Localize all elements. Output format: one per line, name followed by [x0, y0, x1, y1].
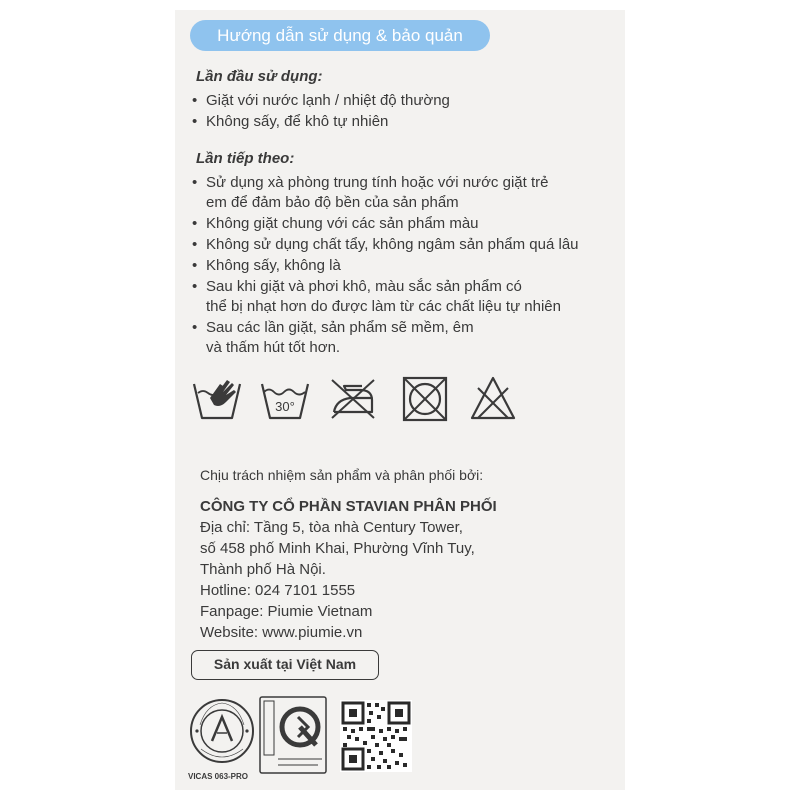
list-item: • Không sấy, để khô tự nhiên: [190, 112, 450, 132]
first-use-list: [190, 91, 450, 133]
no-tumble-dry-icon: [398, 372, 452, 424]
list-item: [190, 256, 579, 276]
list-item-line: và thấm hút tốt hơn.: [206, 339, 341, 356]
list-item-line: • Sau khi giặt và phơi khô, màu sắc sản phẩm có: [206, 278, 522, 295]
vicas-code: VICAS 063-PRO: [188, 772, 249, 781]
list-item-line: • Sử dụng xà phòng trung tính hoặc với nước giặt trẻ: [206, 174, 549, 191]
section-header-title: Hướng dẫn sử dụng & bảo quản: [217, 26, 463, 45]
website-text: Website: www.piumie.vn: [200, 624, 363, 641]
list-item: [190, 214, 579, 234]
list-item-line: • Không sử dụng chất tẩy, không ngâm sản phẩm quá lâu: [206, 236, 579, 253]
care-symbols-row: [190, 372, 530, 424]
company-name: CÔNG TY CỔ PHẦN STAVIAN PHÂN PHỐI: [200, 498, 497, 515]
list-item: [190, 235, 579, 255]
next-use-title: Lần tiếp theo:: [196, 150, 295, 167]
list-item-line: • Không giặt chung với các sản phẩm màu: [206, 215, 479, 232]
fanpage-text: Fanpage: Piumie Vietnam: [200, 603, 373, 620]
vicas-seal-icon: [188, 695, 256, 771]
wash-30-icon: [258, 372, 312, 424]
qr-code-icon: [340, 700, 412, 772]
list-item-line: em để đảm bảo độ bền của sản phẩm: [206, 194, 459, 211]
address-line: Địa chỉ: Tầng 5, tòa nhà Century Tower,: [200, 519, 463, 536]
list-item-line: • Sau các lần giặt, sản phẩm sẽ mềm, êm: [206, 319, 474, 336]
next-use-list: [190, 173, 579, 359]
section-header-badge: [190, 20, 490, 51]
contact-block: [200, 517, 475, 643]
no-bleach-icon: [466, 372, 520, 424]
list-item-line: • Không sấy, không là: [206, 257, 341, 274]
list-item: [190, 318, 579, 358]
hotline-text: Hotline: 024 7101 1555: [200, 582, 356, 599]
made-in-label: Sản xuất tại Việt Nam: [213, 656, 357, 672]
address-line: số 458 phố Minh Khai, Phường Vĩnh Tuy,: [200, 540, 475, 557]
list-item: [190, 173, 579, 213]
address-line: Thành phố Hà Nội.: [200, 561, 326, 578]
responsible-label: Chịu trách nhiệm sản phẩm và phân phối bởi:: [200, 467, 484, 483]
list-item: [190, 277, 579, 317]
made-in-badge: [191, 650, 379, 680]
qc-conformity-mark-icon: [258, 695, 328, 775]
list-item: • Giặt với nước lạnh / nhiệt độ thường: [190, 91, 450, 111]
hand-wash-icon: [190, 372, 244, 424]
wash-temperature-label: 30°: [275, 399, 295, 414]
list-item-line: thể bị nhạt hơn do được làm từ các chất liệu tự nhiên: [206, 298, 561, 315]
no-iron-icon: [326, 372, 380, 424]
first-use-title: Lần đầu sử dụng:: [196, 68, 323, 85]
